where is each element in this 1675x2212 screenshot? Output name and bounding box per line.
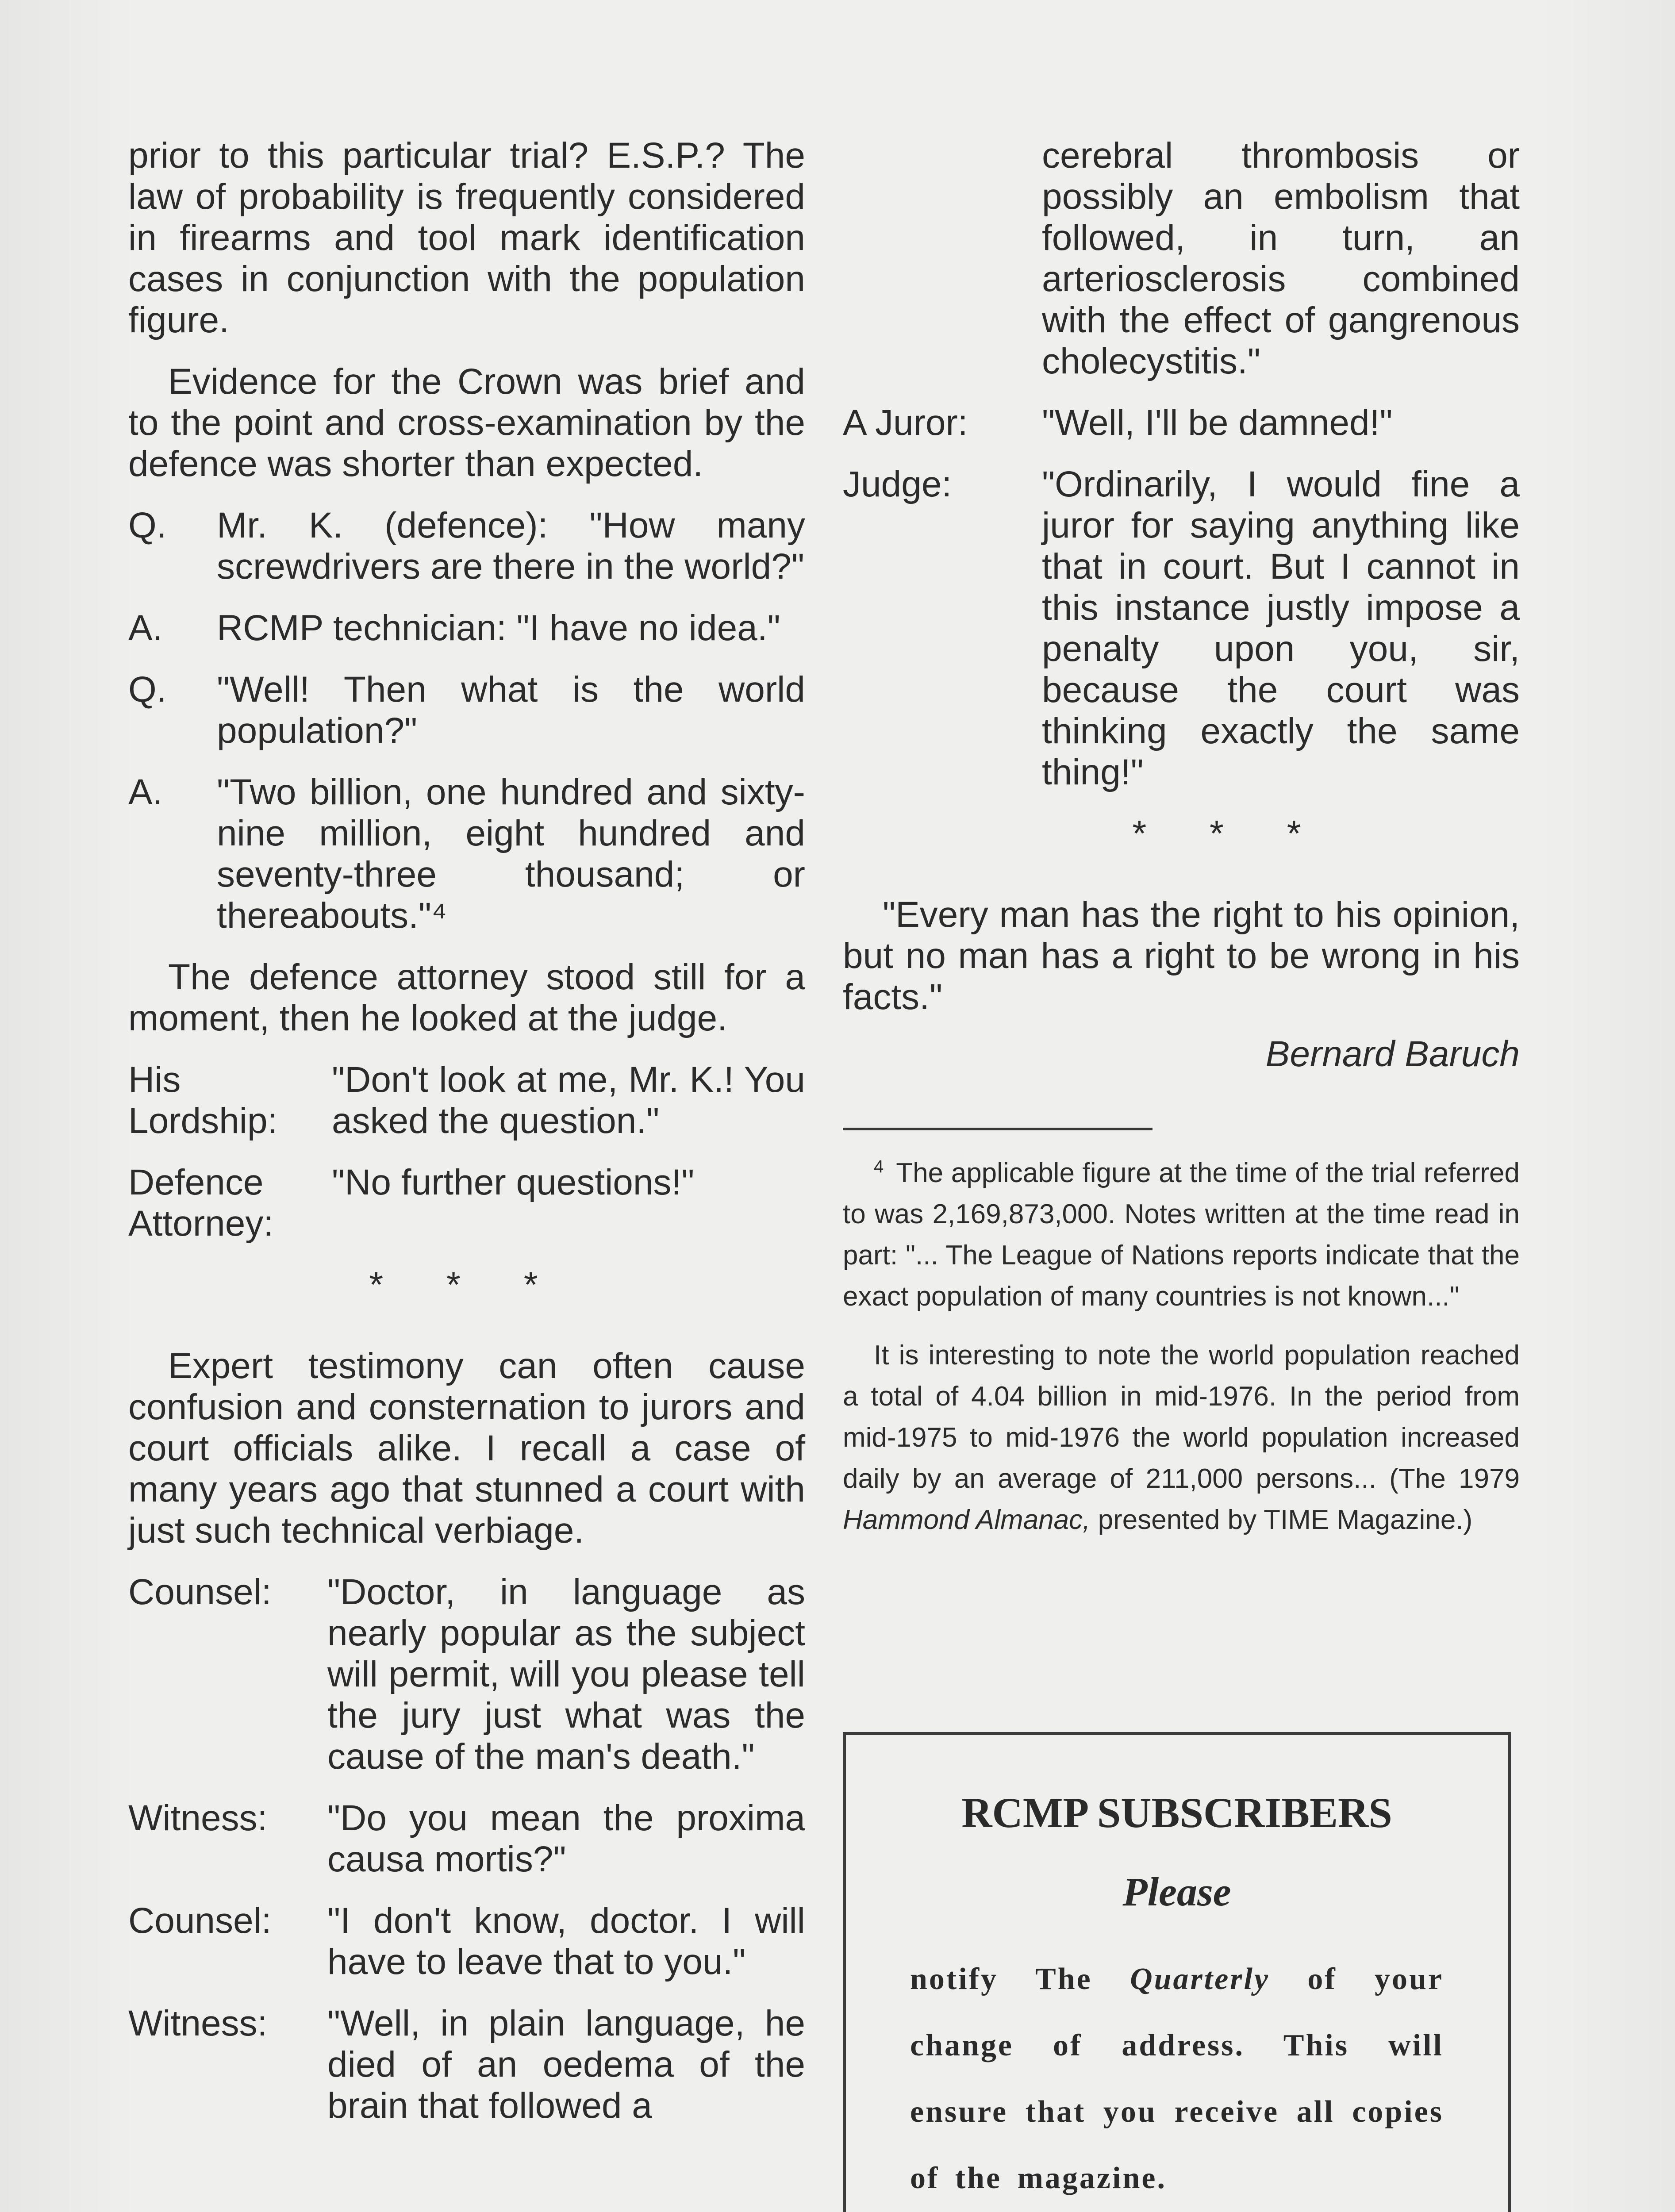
dialogue-item: [128, 1059, 805, 1141]
speaker-text: "No further questions!": [332, 1162, 695, 1202]
qa-text: "Two billion, one hundred and sixty-nine million, eight hundred and seventy-three thousand; or thereabouts."⁴: [217, 772, 805, 936]
qa-text: "Well! Then what is the world population?": [217, 669, 805, 751]
section-divider: * * *: [1132, 814, 1328, 854]
footnote-4: [843, 1152, 1520, 1317]
dialogue-item: [843, 464, 1520, 793]
dialogue-item: [843, 402, 1520, 443]
qa-label: A.: [128, 608, 163, 648]
footnote-rule: [843, 1128, 1153, 1130]
baruch-quote: "Every man has the right to his opinion, but no man has a right to be wrong in his facts.": [843, 895, 1520, 1017]
footnote-text: The applicable figure at the time of the trial referred to was 2,169,873,000. Notes written at the time read in part: "... The League of Nations reports indicate that the exact population of many countries is not known...": [843, 1158, 1520, 1312]
continuation-spacer: [843, 135, 1042, 382]
speaker-text: "Don't look at me, Mr. K.! You asked the question.": [332, 1060, 805, 1141]
quote-attribution: Bernard Baruch: [1265, 1034, 1520, 1074]
speaker-text: "I don't know, doctor. I will have to leave that to you.": [327, 1901, 805, 1982]
continuation-text: cerebral thrombosis or possibly an embolism that followed, in turn, an arteriosclerosis combined with the effect of gangrenous cholecystitis.": [1042, 135, 1520, 381]
speaker-text: "Doctor, in language as nearly popular as the subject will permit, will you please tell the jury just what was the cause of the man's death.": [327, 1572, 805, 1777]
notice-text-b: of your change of address. This will ensure that you receive all copies of the magazine.: [910, 1962, 1444, 2195]
qa-text: RCMP technician: "I have no idea.": [217, 608, 780, 648]
qa-item: [128, 669, 805, 751]
qa-text: Mr. K. (defence): "How many screwdrivers are there in the world?": [217, 505, 805, 587]
section-divider: * * *: [369, 1265, 565, 1305]
qa-item: [128, 607, 805, 649]
dialogue-item: [128, 1797, 805, 1880]
left-column: [128, 135, 805, 2147]
notice-message: [910, 1946, 1444, 2212]
subscriber-notice-box: [843, 1732, 1511, 2212]
qa-label: Q.: [128, 669, 167, 710]
quarterly-title: Quarterly: [1130, 1962, 1270, 1996]
speaker-text: "Well, I'll be damned!": [1042, 403, 1393, 443]
notice-text-a: notify The: [910, 1962, 1130, 1996]
speaker-label: Witness:: [128, 2003, 268, 2043]
dialogue-item: [128, 1900, 805, 1982]
evidence-paragraph: Evidence for the Crown was brief and to the point and cross-examination by the defence was shorter than expected.: [128, 361, 805, 484]
footnote-text-a: It is interesting to note the world population reached a total of 4.04 billion in mid-1976. In the period from mid-1975 to mid-1976 the world population increased daily by an average of 211,000 persons... (The 1979: [843, 1340, 1520, 1494]
dialogue-item: [128, 2003, 805, 2126]
notice-title: RCMP SUBSCRIBERS: [961, 1789, 1392, 1836]
dialogue-item: [128, 1162, 805, 1244]
almanac-title: Hammond Almanac,: [843, 1505, 1091, 1535]
speaker-label: Counsel:: [128, 1901, 272, 1941]
dialogue-item: [128, 1571, 805, 1777]
speaker-label: Defence Attorney:: [128, 1162, 274, 1244]
continuation-block: [843, 135, 1520, 382]
speaker-label: His Lordship:: [128, 1060, 278, 1141]
speaker-text: "Do you mean the proxima causa mortis?": [327, 1798, 805, 1879]
speaker-label: A Juror:: [843, 403, 968, 443]
speaker-label: Counsel:: [128, 1572, 272, 1612]
qa-item: [128, 772, 805, 936]
right-column: [843, 135, 1520, 1558]
speaker-text: "Well, in plain language, he died of an oedema of the brain that followed a: [327, 2003, 805, 2126]
footnote-text-b: presented by TIME Magazine.): [1090, 1505, 1473, 1535]
intro-paragraph: prior to this particular trial? E.S.P.? The law of probability is frequently considered in firearms and tool mark identification cases in conjunction with the population figure.: [128, 135, 805, 340]
qa-label: A.: [128, 772, 163, 812]
qa-label: Q.: [128, 505, 167, 545]
notice-please: Please: [1122, 1869, 1231, 1914]
speaker-text: "Ordinarily, I would fine a juror for saying anything like that in court. But I cannot in this instance justly impose a penalty upon you, sir, because the court was thinking exactly the same thing!": [1042, 464, 1520, 792]
footnote-marker: 4: [874, 1157, 884, 1177]
expert-paragraph: Expert testimony can often cause confusion and consternation to jurors and court officials alike. I recall a case of many years ago that stunned a court with just such technical verbiage.: [128, 1346, 805, 1551]
defence-paragraph: The defence attorney stood still for a moment, then he looked at the judge.: [128, 957, 805, 1038]
speaker-label: Witness:: [128, 1798, 268, 1838]
footnote-continuation: [843, 1335, 1520, 1540]
speaker-label: Judge:: [843, 464, 952, 504]
qa-item: [128, 505, 805, 587]
